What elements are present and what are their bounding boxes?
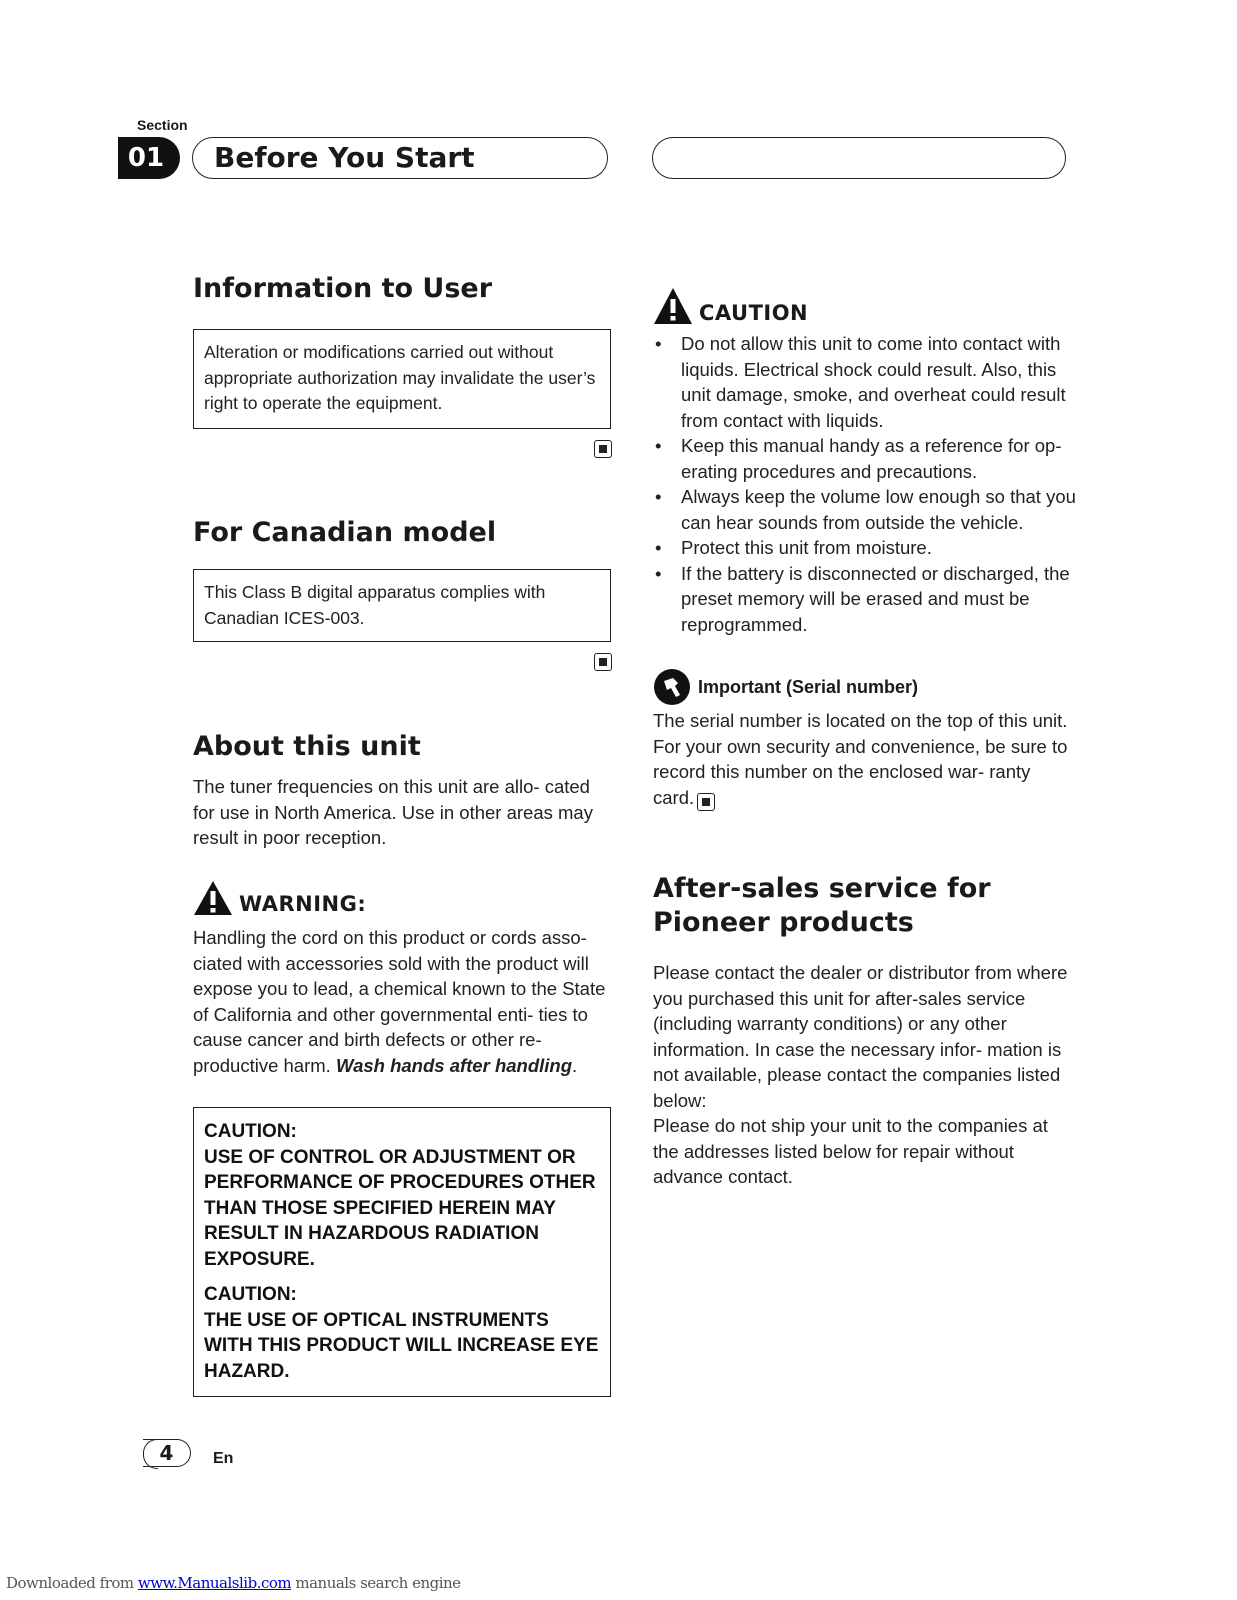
download-footer	[6, 1574, 461, 1592]
language-label: En	[213, 1450, 234, 1467]
info-user-text: Alteration or modifications carried out without appropriate authorization may invalidate the user’s right to operate the equipment.	[204, 342, 596, 413]
list-item: • Keep this manual handy as a reference for op- erating procedures and precautions.	[653, 433, 1078, 484]
caution-box-title-1: CAUTION:	[204, 1121, 297, 1142]
canadian-text: This Class B digital apparatus complies with Canadian ICES-003.	[204, 582, 546, 628]
page-number	[143, 1439, 191, 1467]
caution-box-text-1: USE OF CONTROL OR ADJUSTMENT OR PERFORMANCE OF PROCEDURES OTHER THAN THOSE SPECIFIED HEREIN MAY RESULT IN HAZARDOUS RADIATION EXPOSURE.	[204, 1146, 596, 1270]
page-number-text: 4	[159, 1441, 174, 1465]
caution-box-text-2: THE USE OF OPTICAL INSTRUMENTS WITH THIS PRODUCT WILL INCREASE EYE HAZARD.	[204, 1309, 599, 1382]
about-text: The tuner frequencies on this unit are allo- cated for use in North America. Use in other areas may result in poor reception.	[193, 776, 593, 848]
warning-period: .	[572, 1054, 578, 1076]
after-sales-text	[653, 960, 1073, 1190]
caution-heading-text: CAUTION	[699, 301, 809, 325]
warning-heading-text: WARNING:	[239, 892, 367, 916]
caution-radiation-box	[193, 1107, 611, 1397]
important-heading-text: Important (Serial number)	[698, 676, 919, 697]
after-sales-heading: After-sales service for Pioneer products	[653, 873, 991, 938]
section-number: 01	[118, 137, 180, 179]
list-item: • Do not allow this unit to come into contact with liquids. Electrical shock could result. Also, this unit damage, smoke, and overheat could result from contact with liquids.	[653, 331, 1078, 433]
caution-box-title-2: CAUTION:	[204, 1284, 297, 1305]
page-title: Before You Start	[214, 141, 475, 174]
warning-triangle-icon	[193, 880, 233, 916]
important-heading	[653, 668, 1073, 706]
caution-list	[653, 331, 1078, 637]
end-mark-icon	[594, 440, 612, 458]
after-sales-paragraph-2: Please do not ship your unit to the companies at the addresses listed below for repair without advance contact.	[653, 1115, 1048, 1187]
footer-suffix: manuals search engine	[291, 1574, 461, 1592]
info-user-box	[193, 329, 611, 429]
list-item: • Always keep the volume low enough so that you can hear sounds from outside the vehicle.	[653, 484, 1078, 535]
important-body: The serial number is located on the top of this unit. For your own security and convenience, be sure to record this number on the enclosed war- ranty card.	[653, 710, 1068, 808]
end-mark-icon	[594, 653, 612, 671]
info-user-heading: Information to User	[193, 273, 493, 304]
warning-triangle-icon	[653, 287, 693, 325]
list-item: • If the battery is disconnected or discharged, the preset memory will be erased and must be reprogrammed.	[653, 561, 1078, 638]
canadian-heading: For Canadian model	[193, 517, 497, 548]
section-label: Section	[137, 117, 188, 133]
warning-body: Handling the cord on this product or cords asso- ciated with accessories sold with the product will expose you to lead, a chemical known to the State of California and other governmental enti- ties to cause cancer and birth defects or other re- productive harm.	[193, 927, 606, 1076]
canadian-box	[193, 569, 611, 642]
important-icon	[653, 668, 691, 706]
end-mark-icon	[697, 793, 715, 811]
about-heading: About this unit	[193, 731, 421, 762]
warning-text	[193, 925, 611, 1078]
warning-heading	[193, 880, 611, 916]
caution-heading	[653, 287, 1073, 325]
important-text	[653, 708, 1071, 811]
warning-emphasis: Wash hands after handling	[335, 1054, 573, 1076]
after-sales-paragraph-1: Please contact the dealer or distributor from where you purchased this unit for after-sales service (including warranty conditions) or any other information. In case the necessary infor- mation is not available, please contact the companies listed below:	[653, 962, 1068, 1111]
footer-prefix: Downloaded from	[6, 1574, 138, 1592]
manualslib-link[interactable]: www.Manualslib.com	[137, 1574, 292, 1592]
header-empty-frame	[652, 137, 1066, 179]
list-item: • Protect this unit from moisture.	[653, 535, 1078, 561]
